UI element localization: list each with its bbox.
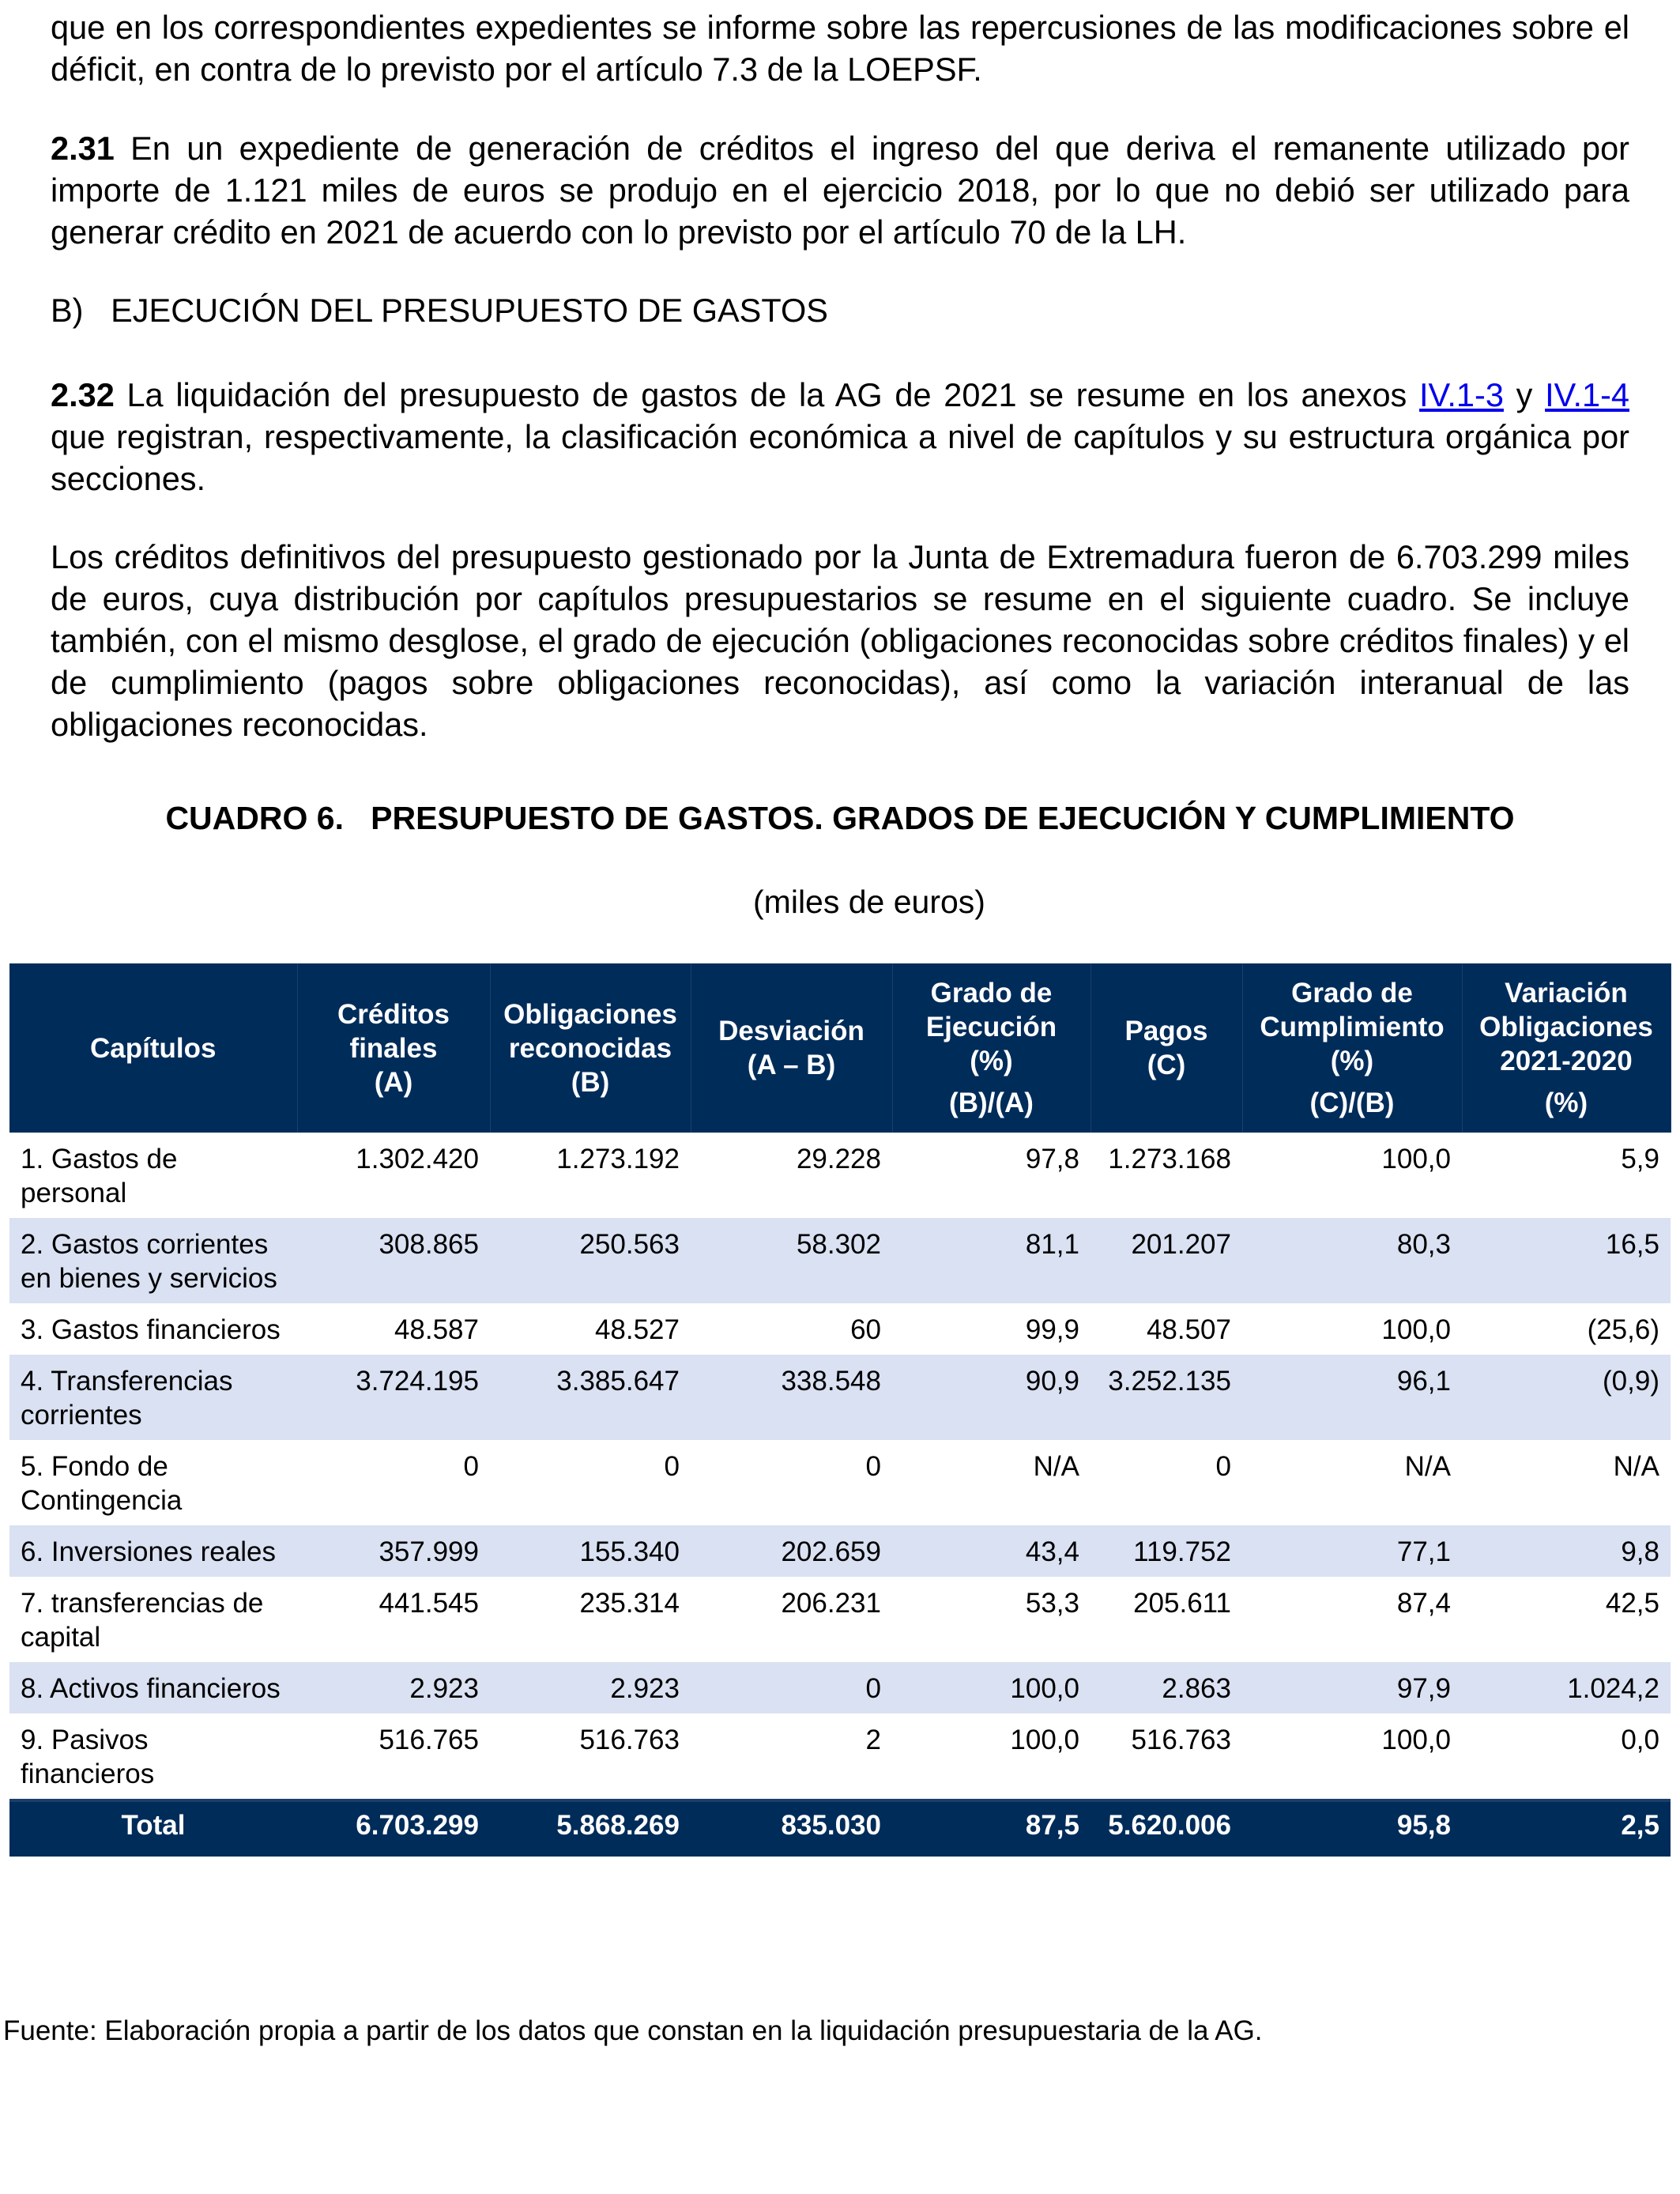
- value-cell: 60: [850, 1314, 881, 1345]
- value-cell: 235.314: [579, 1588, 680, 1619]
- annex-link-iv-1-4[interactable]: IV.1-4: [1545, 376, 1629, 413]
- value-cell: 3.724.195: [297, 1355, 490, 1440]
- paragraph-text: que en los correspondientes expedientes se informe sobre las repercusiones de las modificaciones sobre el déficit, en contra de lo previsto por el artículo 7.3 de la LOEPSF.: [51, 9, 1629, 88]
- value-cell: 48.527: [594, 1314, 680, 1345]
- value-cell: 16,5: [1462, 1218, 1671, 1303]
- column-header: [691, 963, 892, 1133]
- total-value-cell: 5.620.006: [1090, 1800, 1242, 1857]
- table-header-row: [9, 963, 1671, 1133]
- total-value-cell: 95,8: [1242, 1800, 1462, 1857]
- header-line: (A – B): [747, 1050, 836, 1080]
- value-cell: 100,0: [1381, 1314, 1451, 1345]
- header-line: Grado de: [1291, 978, 1413, 1008]
- value-cell: 87,4: [1396, 1588, 1451, 1619]
- chapter-name-cell: 7. transferencias de capital: [21, 1588, 264, 1653]
- value-cell: 77,1: [1242, 1525, 1462, 1577]
- value-cell: 100,0: [1381, 1144, 1451, 1174]
- value-cell: 90,9: [892, 1355, 1090, 1440]
- header-line: Obligaciones: [503, 998, 677, 1030]
- value-cell: 9,8: [1462, 1525, 1671, 1577]
- header-line: Pagos: [1124, 1016, 1208, 1046]
- total-value-cell: 5.868.269: [490, 1800, 691, 1857]
- header-line: (C)/(B): [1309, 1088, 1395, 1118]
- value-cell: (25,6): [1587, 1314, 1659, 1345]
- header-line: 2021-2020: [1500, 1046, 1633, 1076]
- value-cell: 357.999: [297, 1525, 490, 1577]
- header-line: Capítulos: [90, 1032, 217, 1064]
- value-cell: 516.763: [579, 1725, 680, 1755]
- column-header: [1462, 963, 1671, 1133]
- value-cell: N/A: [1404, 1451, 1451, 1482]
- column-header: [9, 963, 297, 1133]
- header-line: reconocidas: [508, 1032, 672, 1064]
- value-cell: 97,9: [1242, 1662, 1462, 1713]
- total-value-cell: 6.703.299: [297, 1800, 490, 1857]
- value-cell: 99,9: [1025, 1314, 1079, 1345]
- value-cell: 3.385.647: [490, 1355, 691, 1440]
- value-cell: 96,1: [1242, 1355, 1462, 1440]
- value-cell: 1.302.420: [356, 1144, 479, 1174]
- value-cell: 42,5: [1605, 1588, 1659, 1619]
- chapter-name-cell: 1. Gastos de personal: [21, 1144, 178, 1208]
- header-line: Cumplimiento: [1260, 1012, 1445, 1042]
- paragraph-number: 2.32: [51, 376, 115, 413]
- header-line: (B)/(A): [949, 1088, 1034, 1118]
- chapter-name-cell: 4. Transferencias corrientes: [9, 1355, 297, 1440]
- value-cell: 308.865: [297, 1218, 490, 1303]
- value-cell: 48.507: [1146, 1314, 1231, 1345]
- table-row: [9, 1662, 1671, 1713]
- value-cell: 3.252.135: [1090, 1355, 1242, 1440]
- value-cell: 100,0: [1381, 1725, 1451, 1755]
- table-row: [9, 1303, 1671, 1355]
- header-line: (%): [970, 1046, 1013, 1076]
- value-cell: 2.863: [1090, 1662, 1242, 1713]
- total-value-cell: 2,5: [1462, 1800, 1671, 1857]
- table-row: [9, 1218, 1671, 1303]
- table-row: [9, 1577, 1671, 1662]
- budget-table: [9, 963, 1671, 1857]
- header-line: finales: [349, 1032, 438, 1064]
- value-cell: 58.302: [691, 1218, 892, 1303]
- value-cell: 202.659: [691, 1525, 892, 1577]
- paragraph-number: 2.31: [51, 130, 115, 167]
- header-line: Créditos: [337, 998, 450, 1030]
- value-cell: 516.763: [1131, 1725, 1231, 1755]
- column-header: [297, 963, 490, 1133]
- value-cell: 100,0: [892, 1662, 1090, 1713]
- value-cell: 516.765: [379, 1725, 479, 1755]
- value-cell: 48.587: [394, 1314, 479, 1345]
- header-line: Ejecución: [925, 1012, 1057, 1042]
- paragraph-text: En un expediente de generación de créditos el ingreso del que deriva el remanente utilizado por importe de 1.121 miles de euros se produjo en el ejercicio 2018, por lo que no debió ser utilizado para generar crédito en 2021 de acuerdo con lo previsto por el artículo 70 de la LH.: [51, 130, 1629, 251]
- paragraph-creditos: Los créditos definitivos del presupuesto gestionado por la Junta de Extremadura fueron de 6.703.299 miles de euros, cuya distribución por capítulos presupuestarios se resume en el siguiente cuadro. Se incluye también, con el mismo desglose, el grado de ejecución (obligaciones reconocidas sobre créditos finales) y el de cumplimiento (pagos sobre obligaciones reconocidas), así como la variación interanual de las obligaciones reconocidas.: [51, 538, 1629, 743]
- paragraph-text: y: [1503, 376, 1546, 413]
- total-row: [9, 1800, 1671, 1857]
- value-cell: 1.273.192: [556, 1144, 680, 1174]
- value-cell: N/A: [1613, 1451, 1659, 1482]
- table-row: [9, 1355, 1671, 1440]
- column-header: [490, 963, 691, 1133]
- value-cell: 2.923: [490, 1662, 691, 1713]
- value-cell: 2.923: [297, 1662, 490, 1713]
- chapter-name-cell: 5. Fondo de Contingencia: [21, 1451, 183, 1516]
- total-value-cell: 835.030: [691, 1800, 892, 1857]
- paragraph-2-32: [51, 374, 1629, 499]
- header-line: (C): [1147, 1050, 1186, 1080]
- header-line: Desviación: [718, 1016, 864, 1046]
- paragraph-text: que registran, respectivamente, la clasificación económica a nivel de capítulos y su estructura orgánica por secciones.: [51, 418, 1629, 497]
- table-row: [9, 1440, 1671, 1525]
- chapter-name-cell: 3. Gastos financieros: [21, 1314, 281, 1345]
- value-cell: (0,9): [1462, 1355, 1671, 1440]
- value-cell: 338.548: [691, 1355, 892, 1440]
- paragraph-text: La liquidación del presupuesto de gastos de la AG de 2021 se resume en los anexos: [114, 376, 1419, 413]
- header-line: (%): [1330, 1046, 1374, 1076]
- section-heading: B) EJECUCIÓN DEL PRESUPUESTO DE GASTOS: [51, 292, 828, 329]
- paragraph-2-31: [51, 127, 1629, 253]
- table-title: CUADRO 6. PRESUPUESTO DE GASTOS. GRADOS DE EJECUCIÓN Y CUMPLIMIENTO: [165, 800, 1515, 836]
- total-label: Total: [9, 1800, 297, 1857]
- value-cell: 206.231: [781, 1588, 881, 1619]
- paragraph-continuation: [51, 6, 1629, 90]
- value-cell: 201.207: [1090, 1218, 1242, 1303]
- chapter-name-cell: 9. Pasivos financieros: [21, 1725, 155, 1789]
- header-line: Variación: [1505, 978, 1628, 1008]
- value-cell: 441.545: [379, 1588, 479, 1619]
- header-line: (%): [1544, 1088, 1588, 1118]
- header-line: Grado de: [930, 978, 1053, 1008]
- table-row: [9, 1713, 1671, 1800]
- value-cell: 100,0: [1010, 1725, 1079, 1755]
- value-cell: 0,0: [1621, 1725, 1659, 1755]
- header-line: Obligaciones: [1479, 1012, 1653, 1042]
- value-cell: 5,9: [1621, 1144, 1659, 1174]
- value-cell: 2: [865, 1725, 881, 1755]
- value-cell: 0: [691, 1662, 892, 1713]
- chapter-name-cell: 6. Inversiones reales: [9, 1525, 297, 1577]
- value-cell: 81,1: [892, 1218, 1090, 1303]
- chapter-name-cell: 8. Activos financieros: [9, 1662, 297, 1713]
- column-header: [1242, 963, 1462, 1133]
- value-cell: 1.024,2: [1462, 1662, 1671, 1713]
- value-cell: 80,3: [1242, 1218, 1462, 1303]
- table-units: (miles de euros): [753, 884, 985, 920]
- column-header: [1090, 963, 1242, 1133]
- source-note: Fuente: Elaboración propia a partir de los datos que constan en la liquidación presupuestaria de la AG.: [3, 2015, 1263, 2046]
- column-header: [892, 963, 1090, 1133]
- value-cell: 53,3: [1025, 1588, 1079, 1619]
- value-cell: 97,8: [1025, 1144, 1079, 1174]
- table-row: [9, 1133, 1671, 1218]
- value-cell: 205.611: [1133, 1588, 1231, 1619]
- header-line: (A): [374, 1066, 413, 1098]
- chapter-name-cell: 2. Gastos corrientes en bienes y servicios: [9, 1218, 297, 1303]
- value-cell: 250.563: [490, 1218, 691, 1303]
- value-cell: 29.228: [796, 1144, 881, 1174]
- value-cell: 0: [664, 1451, 680, 1482]
- total-value-cell: 87,5: [892, 1800, 1090, 1857]
- table-row: [9, 1525, 1671, 1577]
- value-cell: 0: [865, 1451, 881, 1482]
- annex-link-iv-1-3[interactable]: IV.1-3: [1419, 376, 1504, 413]
- value-cell: N/A: [1033, 1451, 1079, 1482]
- header-line: (B): [571, 1066, 610, 1098]
- value-cell: 1.273.168: [1108, 1144, 1231, 1174]
- value-cell: 155.340: [490, 1525, 691, 1577]
- value-cell: 0: [463, 1451, 479, 1482]
- value-cell: 0: [1215, 1451, 1231, 1482]
- value-cell: 43,4: [892, 1525, 1090, 1577]
- value-cell: 119.752: [1090, 1525, 1242, 1577]
